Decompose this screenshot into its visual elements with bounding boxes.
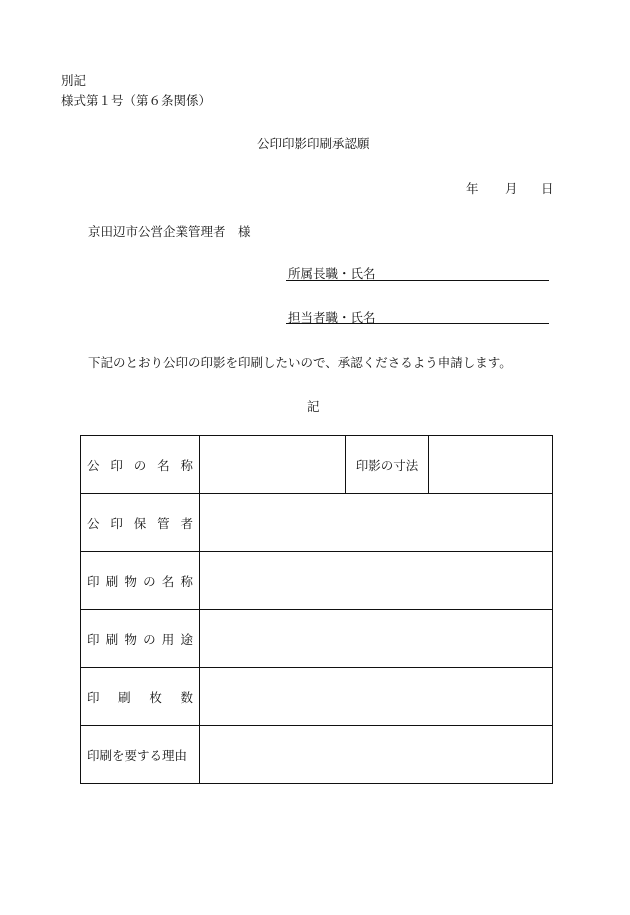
document-title: 公印印影印刷承認願	[257, 136, 370, 151]
print-reason-label-cell	[81, 726, 200, 784]
seal-name-value	[200, 436, 346, 494]
seal-name-label: 公印の名称	[87, 457, 193, 473]
table-row	[81, 726, 553, 784]
date-day-label: 日	[541, 181, 554, 196]
date-month-label: 月	[505, 181, 518, 196]
form-number: 様式第１号（第６条関係）	[61, 93, 212, 108]
print-use-label-cell	[81, 610, 200, 668]
print-reason-value	[200, 726, 553, 784]
print-count-label-cell	[81, 668, 200, 726]
seal-size-value	[429, 436, 553, 494]
seal-size-label: 印影の寸法	[346, 436, 429, 494]
print-reason-label: 印刷を要する理由	[87, 747, 188, 763]
print-name-label: 印刷物の名称	[87, 573, 193, 589]
table-row	[81, 436, 553, 494]
print-name-label-cell	[81, 552, 200, 610]
addressee: 京田辺市公営企業管理者 様	[88, 224, 251, 239]
seal-name-label-cell	[81, 436, 200, 494]
date-year-label: 年	[466, 181, 479, 196]
seal-keeper-label: 公印保管者	[87, 515, 193, 531]
person-in-charge-label: 担当者職・氏名	[288, 310, 376, 325]
print-count-label: 印刷枚数	[87, 689, 193, 705]
table-row	[81, 668, 553, 726]
print-use-label: 印刷物の用途	[87, 631, 193, 647]
application-table	[80, 435, 553, 784]
print-count-value	[200, 668, 553, 726]
print-name-value	[200, 552, 553, 610]
department-head-label: 所属長職・氏名	[288, 266, 376, 281]
table-row	[81, 610, 553, 668]
department-head-signature-line	[286, 280, 549, 281]
table-row	[81, 552, 553, 610]
person-in-charge-signature-line	[286, 323, 549, 324]
seal-keeper-value	[200, 494, 553, 552]
table-row	[81, 494, 553, 552]
attachment-label: 別記	[61, 73, 87, 88]
ki-heading: 記	[307, 399, 320, 414]
seal-keeper-label-cell	[81, 494, 200, 552]
print-use-value	[200, 610, 553, 668]
request-text: 下記のとおり公印の印影を印刷したいので、承認くださるよう申請します。	[88, 355, 512, 370]
